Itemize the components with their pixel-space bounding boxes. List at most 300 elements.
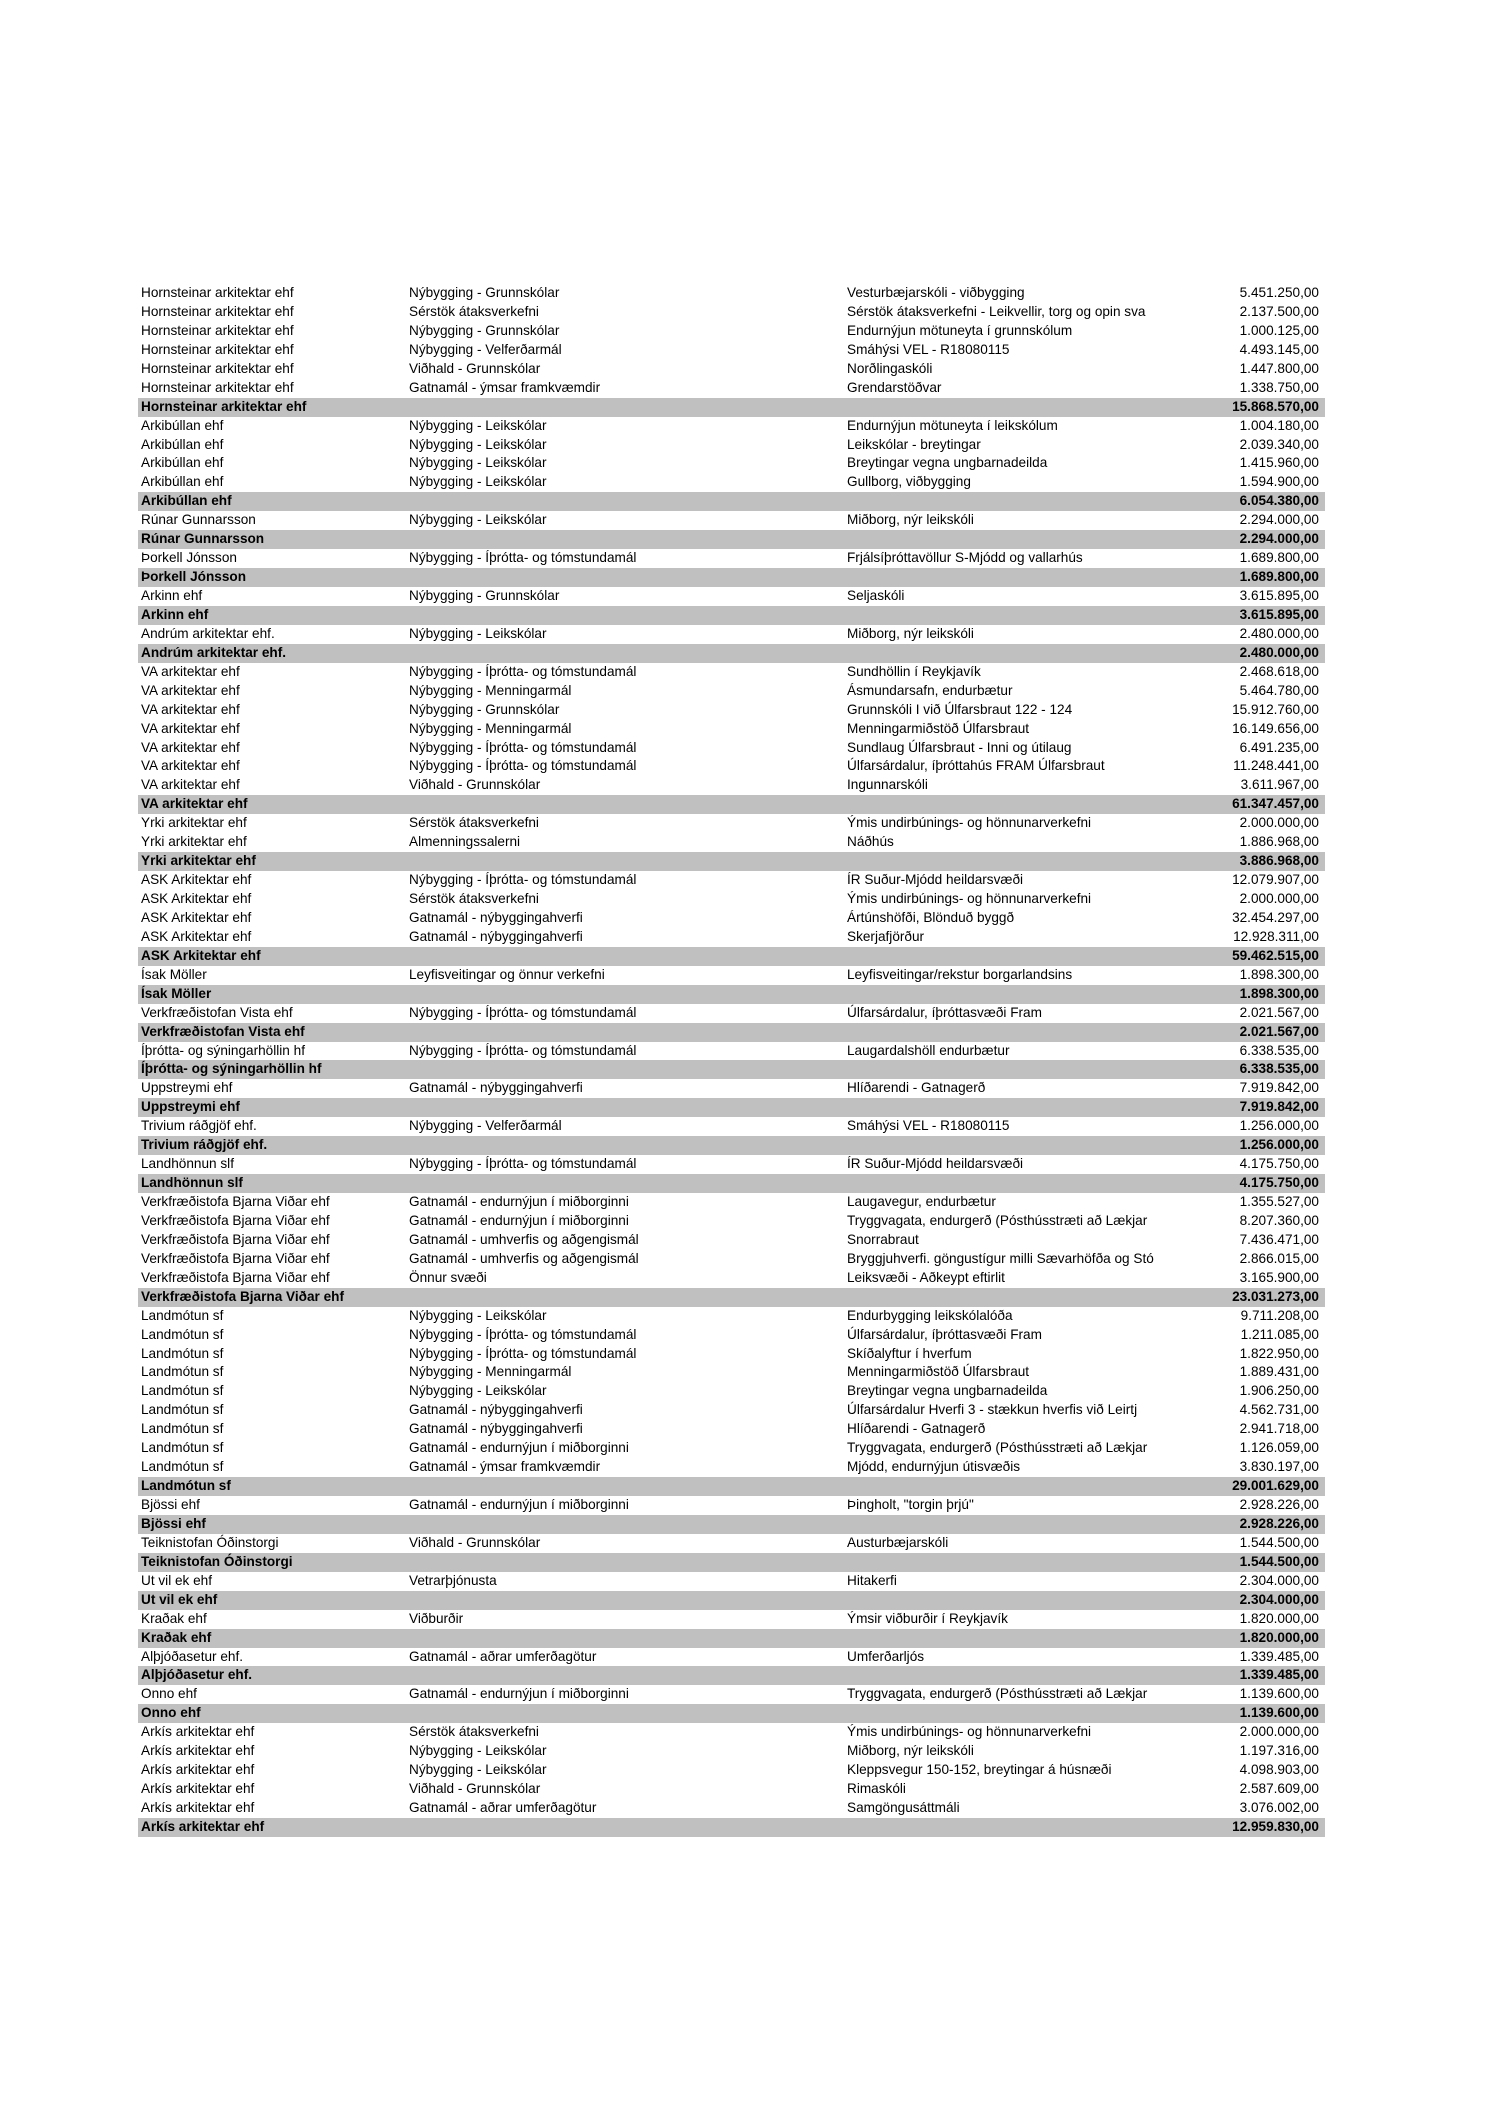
amount-cell: 8.207.360,00 bbox=[1239, 1212, 1319, 1228]
amount-cell: 1.447.800,00 bbox=[1239, 360, 1319, 376]
category-cell: Nýbygging - Leikskólar bbox=[409, 1383, 547, 1399]
table-row bbox=[138, 1742, 1325, 1761]
category-cell: Viðhald - Grunnskólar bbox=[409, 1781, 541, 1797]
amount-cell: 1.906.250,00 bbox=[1239, 1383, 1319, 1399]
project-cell: Austurbæjarskóli bbox=[847, 1534, 949, 1550]
table-row bbox=[138, 682, 1325, 701]
amount-cell: 2.587.609,00 bbox=[1239, 1781, 1319, 1797]
subtotal-row bbox=[138, 1136, 1325, 1155]
project-cell: Ingunnarskóli bbox=[847, 777, 928, 793]
amount-cell: 4.098.903,00 bbox=[1239, 1762, 1319, 1778]
company-cell: Verkfræðistofa Bjarna Viðar ehf bbox=[141, 1269, 330, 1285]
project-cell: Úlfarsárdalur, íþróttahús FRAM Úlfarsbraut bbox=[847, 758, 1105, 774]
project-cell: Þingholt, "torgin þrjú" bbox=[847, 1497, 974, 1512]
project-cell: ÍR Suður-Mjódd heildarsvæði bbox=[847, 1156, 1024, 1172]
company-cell: Yrki arkitektar ehf bbox=[141, 815, 247, 831]
table-row bbox=[138, 928, 1325, 947]
category-cell: Nýbygging - Grunnskólar bbox=[409, 285, 560, 300]
category-cell: Gatnamál - umhverfis og aðgengismál bbox=[409, 1250, 639, 1266]
amount-cell: 2.468.618,00 bbox=[1239, 663, 1319, 679]
amount-cell: 2.866.015,00 bbox=[1239, 1250, 1319, 1266]
project-cell: Endurbygging leikskólalóða bbox=[847, 1307, 1013, 1323]
amount-cell: 5.464.780,00 bbox=[1239, 682, 1319, 698]
amount-cell: 1.689.800,00 bbox=[1239, 550, 1319, 566]
table-row bbox=[138, 322, 1325, 341]
company-cell: Uppstreymi ehf bbox=[141, 1080, 233, 1096]
category-cell: Nýbygging - Grunnskólar bbox=[409, 701, 560, 717]
table-row bbox=[138, 1723, 1325, 1742]
company-cell: Hornsteinar arkitektar ehf bbox=[141, 285, 294, 300]
subtotal-row bbox=[138, 398, 1325, 417]
project-cell: Hitakerfi bbox=[847, 1572, 897, 1588]
amount-cell: 1.898.300,00 bbox=[1239, 966, 1319, 982]
project-cell: Ýmis undirbúnings- og hönnunarverkefni bbox=[847, 1724, 1092, 1740]
company-cell: Alþjóðasetur ehf. bbox=[141, 1667, 253, 1683]
company-cell: VA arkitektar ehf bbox=[141, 739, 240, 755]
company-cell: Arkibúllan ehf bbox=[141, 417, 224, 433]
project-cell: Náðhús bbox=[847, 834, 894, 850]
amount-cell: 11.248.441,00 bbox=[1233, 758, 1319, 774]
table-row bbox=[138, 1420, 1325, 1439]
amount-cell: 1.820.000,00 bbox=[1239, 1610, 1319, 1626]
amount-cell: 7.436.471,00 bbox=[1239, 1231, 1319, 1247]
amount-cell: 2.480.000,00 bbox=[1239, 644, 1319, 660]
amount-cell: 4.175.750,00 bbox=[1239, 1156, 1319, 1172]
category-cell: Sérstök átaksverkefni bbox=[409, 1724, 539, 1740]
table-row bbox=[138, 1231, 1325, 1250]
category-cell: Nýbygging - Leikskólar bbox=[409, 436, 547, 452]
subtotal-row bbox=[138, 530, 1325, 549]
project-cell: Bryggjuhverfi. göngustígur milli Sævarhöfða og Stó bbox=[847, 1250, 1154, 1266]
table-row bbox=[138, 1363, 1325, 1382]
amount-cell: 12.079.907,00 bbox=[1232, 872, 1319, 888]
project-cell: Frjálsíþróttavöllur S-Mjódd og vallarhús bbox=[847, 550, 1083, 566]
category-cell: Nýbygging - Leikskólar bbox=[409, 474, 547, 490]
company-cell: Verkfræðistofa Bjarna Viðar ehf bbox=[141, 1250, 330, 1266]
table-row bbox=[138, 1212, 1325, 1231]
amount-cell: 2.039.340,00 bbox=[1239, 436, 1319, 452]
table-row bbox=[138, 1193, 1325, 1212]
category-cell: Gatnamál - aðrar umferðagötur bbox=[409, 1648, 597, 1664]
project-cell: Grendarstöðvar bbox=[847, 379, 942, 395]
amount-cell: 2.941.718,00 bbox=[1239, 1421, 1319, 1437]
project-cell: Úlfarsárdalur, íþróttasvæði Fram bbox=[847, 1326, 1042, 1342]
company-cell: Landmótun sf bbox=[141, 1459, 224, 1475]
subtotal-row bbox=[138, 568, 1325, 587]
table-row bbox=[138, 720, 1325, 739]
amount-cell: 1.689.800,00 bbox=[1239, 569, 1319, 585]
table-row bbox=[138, 341, 1325, 360]
category-cell: Gatnamál - nýbyggingahverfi bbox=[409, 928, 583, 944]
company-cell: Arkinn ehf bbox=[141, 588, 203, 603]
project-cell: Vesturbæjarskóli - viðbygging bbox=[847, 285, 1025, 300]
category-cell: Nýbygging - Íþrótta- og tómstundamál bbox=[409, 1345, 637, 1361]
amount-cell: 1.820.000,00 bbox=[1239, 1629, 1319, 1645]
amount-cell: 1.822.950,00 bbox=[1239, 1345, 1319, 1361]
amount-cell: 2.000.000,00 bbox=[1239, 815, 1319, 831]
amount-cell: 3.886.968,00 bbox=[1239, 853, 1319, 869]
table-row bbox=[138, 379, 1325, 398]
table-row bbox=[138, 1326, 1325, 1345]
company-cell: Arkibúllan ehf bbox=[141, 493, 232, 509]
amount-cell: 3.165.900,00 bbox=[1239, 1269, 1319, 1285]
project-cell: Norðlingaskóli bbox=[847, 360, 933, 376]
amount-cell: 2.928.226,00 bbox=[1239, 1515, 1319, 1531]
table-row bbox=[138, 739, 1325, 758]
table-row bbox=[138, 1780, 1325, 1799]
company-cell: Landmótun sf bbox=[141, 1307, 224, 1323]
company-cell: Hornsteinar arkitektar ehf bbox=[141, 398, 307, 414]
table-row bbox=[138, 757, 1325, 776]
category-cell: Gatnamál - endurnýjun í miðborginni bbox=[409, 1194, 629, 1209]
amount-cell: 12.928.311,00 bbox=[1233, 928, 1319, 944]
category-cell: Sérstök átaksverkefni bbox=[409, 891, 539, 906]
category-cell: Almenningssalerni bbox=[409, 834, 521, 850]
category-cell: Nýbygging - Leikskólar bbox=[409, 625, 547, 641]
company-cell: Landmótun sf bbox=[141, 1440, 224, 1456]
amount-cell: 3.615.895,00 bbox=[1239, 588, 1319, 603]
company-cell: Teiknistofan Óðinstorgi bbox=[141, 1534, 279, 1550]
category-cell: Vetrarþjónusta bbox=[409, 1572, 497, 1588]
table-row bbox=[138, 1401, 1325, 1420]
amount-cell: 23.031.273,00 bbox=[1232, 1288, 1319, 1304]
subtotal-row bbox=[138, 1704, 1325, 1723]
amount-cell: 1.415.960,00 bbox=[1239, 455, 1319, 471]
category-cell: Gatnamál - endurnýjun í miðborginni bbox=[409, 1212, 629, 1228]
company-cell: Trivium ráðgjöf ehf. bbox=[141, 1118, 257, 1134]
project-cell: Ártúnshöfði, Blönduð byggð bbox=[847, 909, 1015, 925]
company-cell: Trivium ráðgjöf ehf. bbox=[141, 1137, 268, 1153]
amount-cell: 15.912.760,00 bbox=[1232, 701, 1319, 717]
company-cell: Ísak Möller bbox=[141, 985, 212, 1001]
amount-cell: 1.355.527,00 bbox=[1239, 1194, 1319, 1209]
amount-cell: 6.054.380,00 bbox=[1239, 493, 1319, 509]
category-cell: Gatnamál - endurnýjun í miðborginni bbox=[409, 1686, 629, 1702]
category-cell: Nýbygging - Íþrótta- og tómstundamál bbox=[409, 1156, 637, 1172]
project-cell: Breytingar vegna ungbarnadeilda bbox=[847, 455, 1048, 471]
amount-cell: 2.000.000,00 bbox=[1239, 891, 1319, 906]
project-cell: Sérstök átaksverkefni - Leikvellir, torg og opin sva bbox=[847, 303, 1146, 319]
company-cell: Hornsteinar arkitektar ehf bbox=[141, 341, 294, 357]
project-cell: Tryggvagata, endurgerð (Pósthússtræti að Lækjar bbox=[847, 1212, 1148, 1228]
project-cell: Tryggvagata, endurgerð (Pósthússtræti að Lækjar bbox=[847, 1686, 1148, 1702]
amount-cell: 2.021.567,00 bbox=[1239, 1004, 1319, 1020]
table-row bbox=[138, 1534, 1325, 1553]
amount-cell: 2.304.000,00 bbox=[1239, 1572, 1319, 1588]
company-cell: Landmótun sf bbox=[141, 1383, 224, 1399]
company-cell: ASK Arkitektar ehf bbox=[141, 872, 252, 888]
project-cell: Umferðarljós bbox=[847, 1648, 925, 1664]
project-cell: Úlfarsárdalur, íþróttasvæði Fram bbox=[847, 1004, 1042, 1020]
company-cell: Alþjóðasetur ehf. bbox=[141, 1648, 244, 1664]
project-cell: Snorrabraut bbox=[847, 1231, 919, 1247]
amount-cell: 7.919.842,00 bbox=[1239, 1080, 1319, 1096]
category-cell: Önnur svæði bbox=[409, 1269, 487, 1285]
amount-cell: 1.544.500,00 bbox=[1239, 1553, 1319, 1569]
table-row bbox=[138, 833, 1325, 852]
company-cell: Arkís arkitektar ehf bbox=[141, 1762, 255, 1778]
company-cell: Verkfræðistofa Bjarna Viðar ehf bbox=[141, 1212, 330, 1228]
subtotal-row bbox=[138, 985, 1325, 1004]
amount-cell: 1.004.180,00 bbox=[1239, 417, 1319, 433]
category-cell: Nýbygging - Velferðarmál bbox=[409, 341, 562, 357]
table-row bbox=[138, 1117, 1325, 1136]
table-row bbox=[138, 814, 1325, 833]
company-cell: Rúnar Gunnarsson bbox=[141, 531, 265, 547]
category-cell: Nýbygging - Leikskólar bbox=[409, 455, 547, 471]
company-cell: ASK Arkitektar ehf bbox=[141, 909, 252, 925]
subtotal-row bbox=[138, 1629, 1325, 1648]
amount-cell: 61.347.457,00 bbox=[1232, 796, 1319, 812]
company-cell: Kraðak ehf bbox=[141, 1629, 212, 1645]
company-cell: Yrki arkitektar ehf bbox=[141, 834, 247, 850]
project-cell: Seljaskóli bbox=[847, 588, 905, 603]
company-cell: Teiknistofan Óðinstorgi bbox=[141, 1553, 293, 1569]
subtotal-row bbox=[138, 1023, 1325, 1042]
category-cell: Gatnamál - umhverfis og aðgengismál bbox=[409, 1231, 639, 1247]
category-cell: Nýbygging - Íþrótta- og tómstundamál bbox=[409, 739, 637, 755]
subtotal-row bbox=[138, 947, 1325, 966]
amount-cell: 1.886.968,00 bbox=[1239, 834, 1319, 850]
amount-cell: 2.294.000,00 bbox=[1239, 531, 1319, 547]
category-cell: Nýbygging - Leikskólar bbox=[409, 512, 547, 528]
project-cell: Smáhýsi VEL - R18080115 bbox=[847, 341, 1010, 357]
category-cell: Gatnamál - nýbyggingahverfi bbox=[409, 1080, 583, 1096]
company-cell: VA arkitektar ehf bbox=[141, 796, 248, 812]
table-row bbox=[138, 417, 1325, 436]
company-cell: Arkís arkitektar ehf bbox=[141, 1781, 255, 1797]
company-cell: Onno ehf bbox=[141, 1686, 197, 1702]
amount-cell: 16.149.656,00 bbox=[1232, 720, 1319, 736]
company-cell: Arkís arkitektar ehf bbox=[141, 1818, 265, 1834]
table-row bbox=[138, 473, 1325, 492]
project-cell: Ýmis undirbúnings- og hönnunarverkefni bbox=[847, 815, 1092, 831]
company-cell: VA arkitektar ehf bbox=[141, 758, 240, 774]
project-cell: Smáhýsi VEL - R18080115 bbox=[847, 1118, 1010, 1134]
table-row bbox=[138, 360, 1325, 379]
subtotal-row bbox=[138, 1288, 1325, 1307]
subtotal-row bbox=[138, 644, 1325, 663]
project-cell: Hlíðarendi - Gatnagerð bbox=[847, 1080, 986, 1096]
company-cell: Bjössi ehf bbox=[141, 1515, 206, 1531]
table-row bbox=[138, 1610, 1325, 1629]
project-cell: Leiksvæði - Aðkeypt eftirlit bbox=[847, 1269, 1005, 1285]
table-row bbox=[138, 511, 1325, 530]
project-cell: Samgöngusáttmáli bbox=[847, 1800, 960, 1815]
table-row bbox=[138, 1004, 1325, 1023]
amount-cell: 1.126.059,00 bbox=[1239, 1440, 1319, 1456]
company-cell: Arkibúllan ehf bbox=[141, 474, 224, 490]
project-cell: Hlíðarendi - Gatnagerð bbox=[847, 1421, 986, 1437]
company-cell: Arkibúllan ehf bbox=[141, 436, 224, 452]
project-cell: Miðborg, nýr leikskóli bbox=[847, 1743, 974, 1759]
amount-cell: 1.889.431,00 bbox=[1239, 1364, 1319, 1380]
project-cell: Ýmis undirbúnings- og hönnunarverkefni bbox=[847, 891, 1092, 906]
amount-cell: 2.021.567,00 bbox=[1239, 1023, 1319, 1039]
project-cell: Leikskólar - breytingar bbox=[847, 436, 981, 452]
amount-cell: 2.000.000,00 bbox=[1239, 1724, 1319, 1740]
company-cell: Hornsteinar arkitektar ehf bbox=[141, 360, 294, 376]
company-cell: Landmótun sf bbox=[141, 1421, 224, 1437]
category-cell: Nýbygging - Íþrótta- og tómstundamál bbox=[409, 550, 637, 566]
company-cell: Landhönnun slf bbox=[141, 1175, 243, 1191]
company-cell: Þorkell Jónsson bbox=[141, 550, 237, 566]
payments-table bbox=[138, 284, 1325, 1837]
amount-cell: 6.338.535,00 bbox=[1239, 1061, 1319, 1077]
table-row bbox=[138, 1439, 1325, 1458]
company-cell: VA arkitektar ehf bbox=[141, 701, 240, 717]
subtotal-row bbox=[138, 795, 1325, 814]
table-row bbox=[138, 1648, 1325, 1667]
project-cell: Mjódd, endurnýjun útisvæðis bbox=[847, 1459, 1021, 1475]
amount-cell: 15.868.570,00 bbox=[1232, 398, 1319, 414]
project-cell: Breytingar vegna ungbarnadeilda bbox=[847, 1383, 1048, 1399]
project-cell: Sundhöllin í Reykjavík bbox=[847, 663, 981, 679]
project-cell: Ýmsir viðburðir í Reykjavík bbox=[847, 1610, 1008, 1626]
table-row bbox=[138, 871, 1325, 890]
project-cell: Skerjafjörður bbox=[847, 928, 925, 944]
subtotal-row bbox=[138, 1098, 1325, 1117]
company-cell: Íþrótta- og sýningarhöllin hf bbox=[141, 1042, 305, 1058]
subtotal-row bbox=[138, 1515, 1325, 1534]
company-cell: Landmótun sf bbox=[141, 1402, 224, 1418]
project-cell: ÍR Suður-Mjódd heildarsvæði bbox=[847, 872, 1024, 888]
project-cell: Grunnskóli I við Úlfarsbraut 122 - 124 bbox=[847, 701, 1073, 717]
company-cell: Onno ehf bbox=[141, 1705, 201, 1721]
company-cell: ASK Arkitektar ehf bbox=[141, 947, 261, 963]
company-cell: Íþrótta- og sýningarhöllin hf bbox=[141, 1061, 322, 1077]
company-cell: Arkís arkitektar ehf bbox=[141, 1800, 255, 1815]
amount-cell: 3.076.002,00 bbox=[1239, 1800, 1319, 1815]
project-cell: Miðborg, nýr leikskóli bbox=[847, 625, 974, 641]
project-cell: Menningarmiðstöð Úlfarsbraut bbox=[847, 720, 1030, 736]
amount-cell: 59.462.515,00 bbox=[1232, 947, 1319, 963]
company-cell: VA arkitektar ehf bbox=[141, 777, 240, 793]
amount-cell: 1.339.485,00 bbox=[1239, 1648, 1319, 1664]
company-cell: Arkís arkitektar ehf bbox=[141, 1743, 255, 1759]
category-cell: Nýbygging - Íþrótta- og tómstundamál bbox=[409, 758, 637, 774]
project-cell: Laugardalshöll endurbætur bbox=[847, 1042, 1010, 1058]
subtotal-row bbox=[138, 852, 1325, 871]
table-row bbox=[138, 436, 1325, 455]
table-row bbox=[138, 284, 1325, 303]
project-cell: Rimaskóli bbox=[847, 1781, 906, 1797]
table-row bbox=[138, 909, 1325, 928]
amount-cell: 4.562.731,00 bbox=[1239, 1402, 1319, 1418]
company-cell: Verkfræðistofa Bjarna Viðar ehf bbox=[141, 1194, 330, 1209]
project-cell: Kleppsvegur 150-152, breytingar á húsnæði bbox=[847, 1762, 1112, 1778]
amount-cell: 1.594.900,00 bbox=[1239, 474, 1319, 490]
category-cell: Nýbygging - Leikskólar bbox=[409, 1762, 547, 1778]
amount-cell: 2.480.000,00 bbox=[1239, 625, 1319, 641]
category-cell: Gatnamál - endurnýjun í miðborginni bbox=[409, 1497, 629, 1512]
company-cell: Kraðak ehf bbox=[141, 1610, 207, 1626]
amount-cell: 12.959.830,00 bbox=[1232, 1818, 1319, 1834]
project-cell: Endurnýjun mötuneyta í grunnskólum bbox=[847, 322, 1073, 338]
category-cell: Nýbygging - Íþrótta- og tómstundamál bbox=[409, 663, 637, 679]
company-cell: Andrúm arkitektar ehf. bbox=[141, 644, 287, 660]
category-cell: Nýbygging - Íþrótta- og tómstundamál bbox=[409, 1042, 637, 1058]
company-cell: Landmótun sf bbox=[141, 1478, 231, 1494]
table-row bbox=[138, 1382, 1325, 1401]
category-cell: Gatnamál - aðrar umferðagötur bbox=[409, 1800, 597, 1815]
company-cell: Uppstreymi ehf bbox=[141, 1099, 240, 1115]
table-row bbox=[138, 1155, 1325, 1174]
subtotal-row bbox=[138, 1174, 1325, 1193]
category-cell: Sérstök átaksverkefni bbox=[409, 303, 539, 319]
amount-cell: 1.000.125,00 bbox=[1239, 322, 1319, 338]
company-cell: Verkfræðistofan Vista ehf bbox=[141, 1023, 305, 1039]
company-cell: Landhönnun slf bbox=[141, 1156, 234, 1172]
table-row bbox=[138, 776, 1325, 795]
table-row bbox=[138, 625, 1325, 644]
company-cell: Hornsteinar arkitektar ehf bbox=[141, 303, 294, 319]
amount-cell: 1.256.000,00 bbox=[1239, 1137, 1319, 1153]
amount-cell: 2.294.000,00 bbox=[1239, 512, 1319, 528]
project-cell: Skíðalyftur í hverfum bbox=[847, 1345, 972, 1361]
project-cell: Gullborg, viðbygging bbox=[847, 474, 971, 490]
category-cell: Gatnamál - ýmsar framkvæmdir bbox=[409, 379, 601, 395]
table-row bbox=[138, 587, 1325, 606]
amount-cell: 1.256.000,00 bbox=[1239, 1118, 1319, 1134]
table-row bbox=[138, 890, 1325, 909]
category-cell: Gatnamál - endurnýjun í miðborginni bbox=[409, 1440, 629, 1456]
category-cell: Nýbygging - Íþrótta- og tómstundamál bbox=[409, 872, 637, 888]
project-cell: Miðborg, nýr leikskóli bbox=[847, 512, 974, 528]
company-cell: Verkfræðistofa Bjarna Viðar ehf bbox=[141, 1231, 330, 1247]
company-cell: ASK Arkitektar ehf bbox=[141, 891, 252, 906]
table-row bbox=[138, 1496, 1325, 1515]
subtotal-row bbox=[138, 1818, 1325, 1837]
project-cell: Sundlaug Úlfarsbraut - Inni og útilaug bbox=[847, 739, 1072, 755]
table-row bbox=[138, 1685, 1325, 1704]
category-cell: Nýbygging - Menningarmál bbox=[409, 682, 572, 698]
amount-cell: 3.615.895,00 bbox=[1239, 606, 1319, 622]
company-cell: Andrúm arkitektar ehf. bbox=[141, 625, 275, 641]
amount-cell: 29.001.629,00 bbox=[1232, 1478, 1319, 1494]
project-cell: Endurnýjun mötuneyta í leikskólum bbox=[847, 417, 1058, 433]
category-cell: Viðhald - Grunnskólar bbox=[409, 1534, 541, 1550]
category-cell: Leyfisveitingar og önnur verkefni bbox=[409, 966, 605, 982]
company-cell: Yrki arkitektar ehf bbox=[141, 853, 256, 869]
table-row bbox=[138, 1307, 1325, 1326]
amount-cell: 1.544.500,00 bbox=[1239, 1534, 1319, 1550]
amount-cell: 6.338.535,00 bbox=[1239, 1042, 1319, 1058]
amount-cell: 1.339.485,00 bbox=[1239, 1667, 1319, 1683]
category-cell: Sérstök átaksverkefni bbox=[409, 815, 539, 831]
table-row bbox=[138, 1799, 1325, 1818]
company-cell: Landmótun sf bbox=[141, 1345, 224, 1361]
category-cell: Viðhald - Grunnskólar bbox=[409, 777, 541, 793]
category-cell: Nýbygging - Leikskólar bbox=[409, 417, 547, 433]
company-cell: Landmótun sf bbox=[141, 1364, 224, 1380]
company-cell: ASK Arkitektar ehf bbox=[141, 928, 252, 944]
subtotal-row bbox=[138, 606, 1325, 625]
table-row bbox=[138, 1042, 1325, 1061]
amount-cell: 3.611.967,00 bbox=[1240, 777, 1319, 793]
company-cell: Ísak Möller bbox=[141, 966, 207, 982]
table-row bbox=[138, 663, 1325, 682]
subtotal-row bbox=[138, 492, 1325, 511]
company-cell: Rúnar Gunnarsson bbox=[141, 512, 256, 528]
category-cell: Gatnamál - ýmsar framkvæmdir bbox=[409, 1459, 601, 1475]
category-cell: Nýbygging - Leikskólar bbox=[409, 1743, 547, 1759]
subtotal-row bbox=[138, 1553, 1325, 1572]
category-cell: Nýbygging - Grunnskólar bbox=[409, 322, 560, 338]
category-cell: Viðburðir bbox=[409, 1610, 464, 1626]
table-row bbox=[138, 1345, 1325, 1364]
company-cell: Arkibúllan ehf bbox=[141, 455, 224, 471]
